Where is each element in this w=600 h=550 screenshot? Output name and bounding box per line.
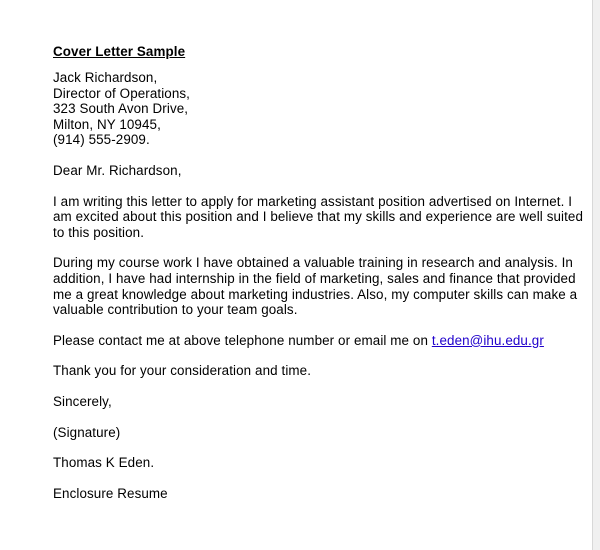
email-link[interactable]: t.eden@ihu.edu.gr (431, 332, 544, 348)
thanks-line: Thank you for your consideration and time. (53, 363, 312, 379)
recipient-phone: (914) 555-2909. (53, 132, 150, 148)
document-title: Cover Letter Sample (53, 44, 186, 59)
sender-name: Thomas K Eden. (53, 455, 155, 471)
contact-line (53, 333, 588, 349)
recipient-street: 323 South Avon Drive, (53, 101, 189, 117)
salutation: Dear Mr. Richardson, (53, 162, 182, 178)
paragraph-experience: During my course work I have obtained a valuable training in research and analysis. In addition, I have had internship in the field of marketing, sales and finance that provided me a great knowledge about marketing industries. Also, my computer skills can make a valuable contribution to your team goals. (53, 255, 578, 318)
contact-text: Please contact me at above telephone number or email me on (53, 332, 432, 348)
recipient-name: Jack Richardson, (53, 70, 158, 85)
recipient-address (53, 70, 588, 148)
recipient-city: Milton, NY 10945, (53, 116, 161, 132)
closing: Sincerely, (53, 393, 112, 409)
letter-content (53, 44, 588, 501)
enclosure: Enclosure Resume (53, 485, 168, 501)
paragraph-intro: I am writing this letter to apply for marketing assistant position advertised on Internet. I am excited about this position and I believe that my skills and experience are well suited to this position. (53, 193, 584, 240)
signature: (Signature) (53, 424, 121, 440)
recipient-position: Director of Operations, (53, 85, 191, 101)
